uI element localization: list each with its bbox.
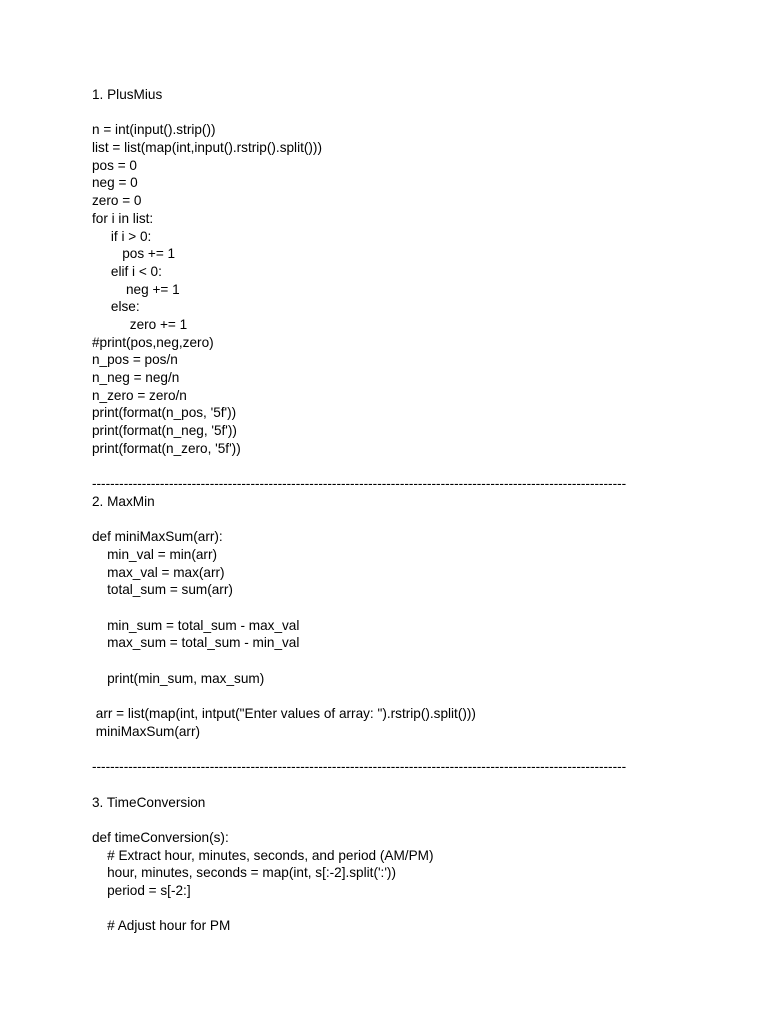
code-line: hour, minutes, seconds = map(int, s[:-2].split(':')): [92, 865, 396, 881]
document-page: [92, 86, 732, 935]
code-line: total_sum = sum(arr): [92, 582, 233, 598]
code-line: if i > 0:: [92, 228, 152, 244]
code-line: elif i < 0:: [92, 263, 162, 279]
code-line: min_val = min(arr): [92, 546, 218, 562]
code-line: # Adjust hour for PM: [92, 918, 231, 934]
code-line: neg += 1: [92, 281, 180, 297]
blank-line: [92, 652, 732, 670]
code-block-timeconversion: [92, 829, 732, 935]
code-line: zero = 0: [92, 193, 142, 209]
code-line: def timeConversion(s):: [92, 829, 229, 845]
code-line: n_zero = zero/n: [92, 387, 187, 403]
code-line: print(format(n_pos, '5f')): [92, 405, 237, 421]
code-line: # Extract hour, minutes, seconds, and period (AM/PM): [92, 847, 434, 863]
code-line: def miniMaxSum(arr):: [92, 529, 223, 545]
code-line: print(min_sum, max_sum): [92, 670, 265, 686]
code-line: #print(pos,neg,zero): [92, 334, 214, 350]
code-line: pos = 0: [92, 157, 137, 173]
blank-line: [92, 104, 732, 122]
code-line: else:: [92, 299, 140, 315]
code-line: print(format(n_neg, '5f')): [92, 423, 237, 439]
blank-line: [92, 687, 732, 705]
code-line: max_val = max(arr): [92, 564, 225, 580]
code-line: for i in list:: [92, 210, 154, 226]
section-title-maxmin: 2. MaxMin: [92, 493, 155, 509]
blank-line: [92, 457, 732, 475]
blank-line: [92, 511, 732, 529]
blank-line: [92, 740, 732, 758]
code-block-plusminus: [92, 121, 732, 457]
code-line: neg = 0: [92, 175, 138, 191]
code-line: period = s[-2:]: [92, 882, 191, 898]
code-line: min_sum = total_sum - max_val: [92, 617, 300, 633]
code-line: zero += 1: [92, 316, 188, 332]
section-title-plusminus: 1. PlusMius: [92, 87, 163, 102]
code-line: miniMaxSum(arr): [92, 723, 200, 739]
code-line: n = int(input().strip()): [92, 122, 216, 138]
code-line: n_pos = pos/n: [92, 352, 178, 368]
blank-line: [92, 599, 732, 617]
separator-line: ----------------------------------------------------------------------------------------------------------------------: [92, 759, 627, 775]
code-line: max_sum = total_sum - min_val: [92, 635, 300, 651]
code-line: print(format(n_zero, '5f')): [92, 440, 241, 456]
code-line: list = list(map(int,input().rstrip().split())): [92, 140, 322, 156]
code-block-maxmin: [92, 528, 732, 740]
blank-line: [92, 900, 732, 918]
separator-line: ----------------------------------------------------------------------------------------------------------------------: [92, 476, 627, 492]
code-line: n_neg = neg/n: [92, 370, 180, 385]
blank-line: [92, 811, 732, 829]
blank-line: [92, 776, 732, 794]
section-title-timeconversion: 3. TimeConversion: [92, 794, 206, 810]
code-line: pos += 1: [92, 246, 176, 262]
code-line: arr = list(map(int, intput("Enter values of array: ").rstrip().split())): [92, 706, 476, 722]
